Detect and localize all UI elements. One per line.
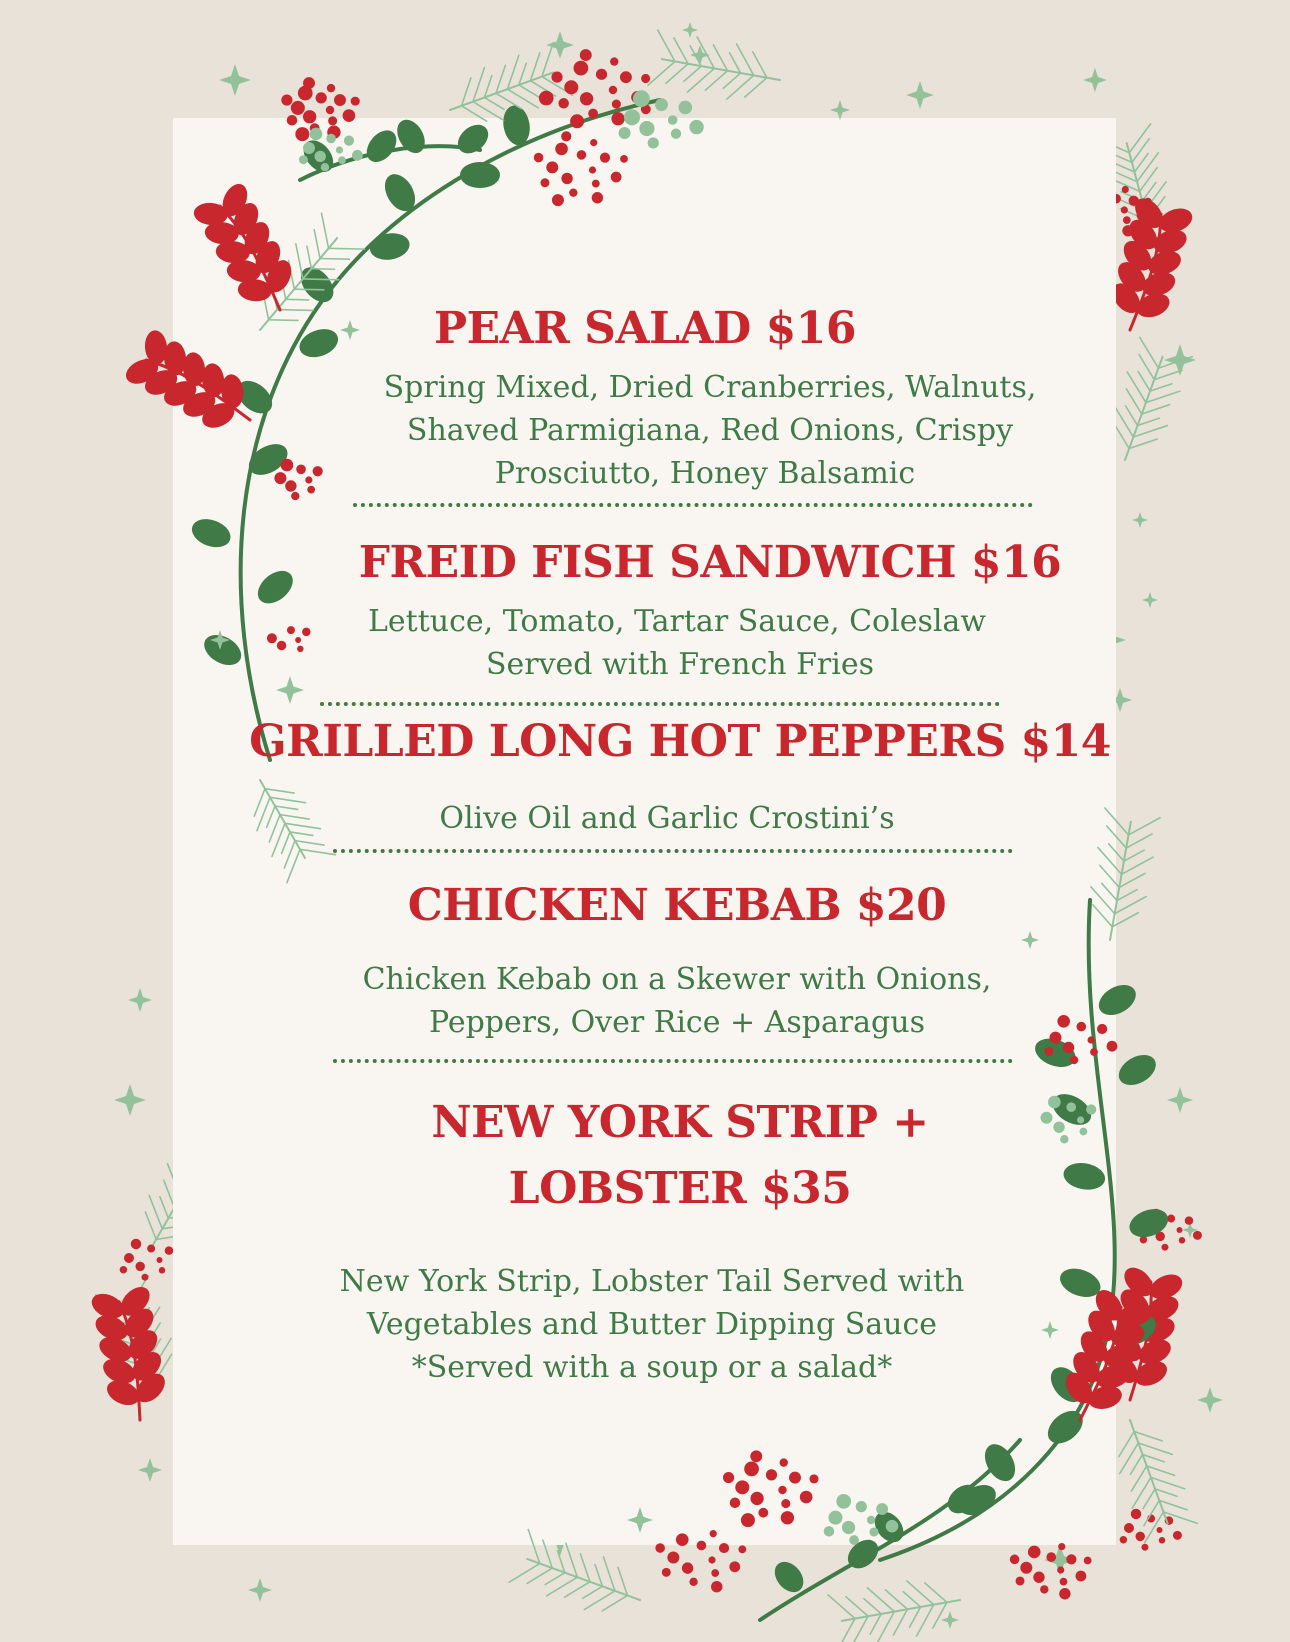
- holly-berry-icon: [1176, 1227, 1182, 1233]
- holly-berry-icon: [1129, 196, 1139, 206]
- item-title: CHICKEN KEBAB $20: [407, 880, 947, 931]
- item-description-line: Served with French Fries: [485, 647, 875, 682]
- holly-berry-icon: [1141, 1544, 1148, 1551]
- item-description-line: Vegetables and Butter Dipping Sauce: [366, 1307, 938, 1342]
- holly-berry-icon: [1135, 1532, 1145, 1542]
- item-title: FREID FISH SANDWICH $16: [358, 537, 1062, 588]
- holly-berry-icon: [165, 1246, 174, 1255]
- sparkle-star-icon: [248, 1578, 272, 1602]
- holly-berry-icon: [1185, 1216, 1194, 1225]
- holly-berry-icon: [1193, 1231, 1202, 1240]
- item-description-line: Lettuce, Tomato, Tartar Sauce, Coleslaw: [367, 604, 987, 639]
- holly-berry-icon: [1165, 1516, 1174, 1525]
- dotted-divider: [333, 1059, 1013, 1063]
- item-description-line: *Served with a soup or a salad*: [411, 1350, 893, 1385]
- item-description-line: Chicken Kebab on a Skewer with Onions,: [362, 962, 992, 997]
- item-title: LOBSTER $35: [508, 1163, 852, 1214]
- holly-berry-icon: [1179, 1237, 1186, 1244]
- holly-berry-icon: [1156, 1527, 1162, 1533]
- holly-berry-icon: [1123, 216, 1131, 224]
- dotted-divider: [333, 849, 1013, 853]
- holly-berry-icon: [1121, 206, 1128, 213]
- holly-berry-icon: [1120, 1536, 1128, 1544]
- holly-berry-icon: [1140, 1236, 1148, 1244]
- sparkle-star-icon: [219, 64, 251, 96]
- holly-berry-icon: [1124, 1523, 1134, 1533]
- holly-berry-icon: [1161, 1244, 1168, 1251]
- holly-berry-icon: [1167, 1215, 1175, 1223]
- dotted-divider: [320, 702, 1000, 706]
- holly-berry-icon: [131, 1239, 142, 1250]
- item-description-line: Shaved Parmigiana, Red Onions, Crispy: [406, 413, 1014, 448]
- leaf-icon: [1156, 204, 1195, 236]
- holly-berry-icon: [1144, 1223, 1154, 1233]
- holly-berry-icon: [1155, 1232, 1165, 1242]
- sparkle-star-icon: [682, 22, 698, 38]
- holly-berry-icon: [1122, 186, 1129, 193]
- sparkle-star-icon: [1132, 512, 1148, 528]
- item-title: GRILLED LONG HOT PEPPERS $14: [249, 716, 1111, 767]
- item-title: PEAR SALAD $16: [434, 303, 856, 354]
- holly-berry-icon: [1159, 1537, 1166, 1544]
- item-description-line: Olive Oil and Garlic Crostini’s: [439, 801, 895, 836]
- sparkle-star-icon: [138, 1458, 162, 1482]
- item-title: NEW YORK STRIP +: [431, 1097, 929, 1148]
- holly-berry-icon: [1147, 1515, 1155, 1523]
- item-description-line: New York Strip, Lobster Tail Served with: [339, 1264, 965, 1299]
- dotted-divider: [353, 503, 1033, 507]
- sparkle-star-icon: [1083, 68, 1107, 92]
- item-description-line: Peppers, Over Rice + Asparagus: [429, 1005, 925, 1040]
- item-description-line: Spring Mixed, Dried Cranberries, Walnuts,: [383, 370, 1037, 405]
- holly-berry-icon: [1173, 1531, 1182, 1540]
- holly-berry-icon: [1144, 198, 1152, 206]
- sparkle-star-icon: [1044, 1544, 1076, 1576]
- item-description-line: Prosciutto, Honey Balsamic: [494, 456, 916, 491]
- holly-berry-icon: [1137, 210, 1148, 221]
- holly-berry-icon: [147, 1245, 155, 1253]
- holly-berry-icon: [1122, 225, 1133, 236]
- holly-berry-icon: [1131, 1509, 1142, 1520]
